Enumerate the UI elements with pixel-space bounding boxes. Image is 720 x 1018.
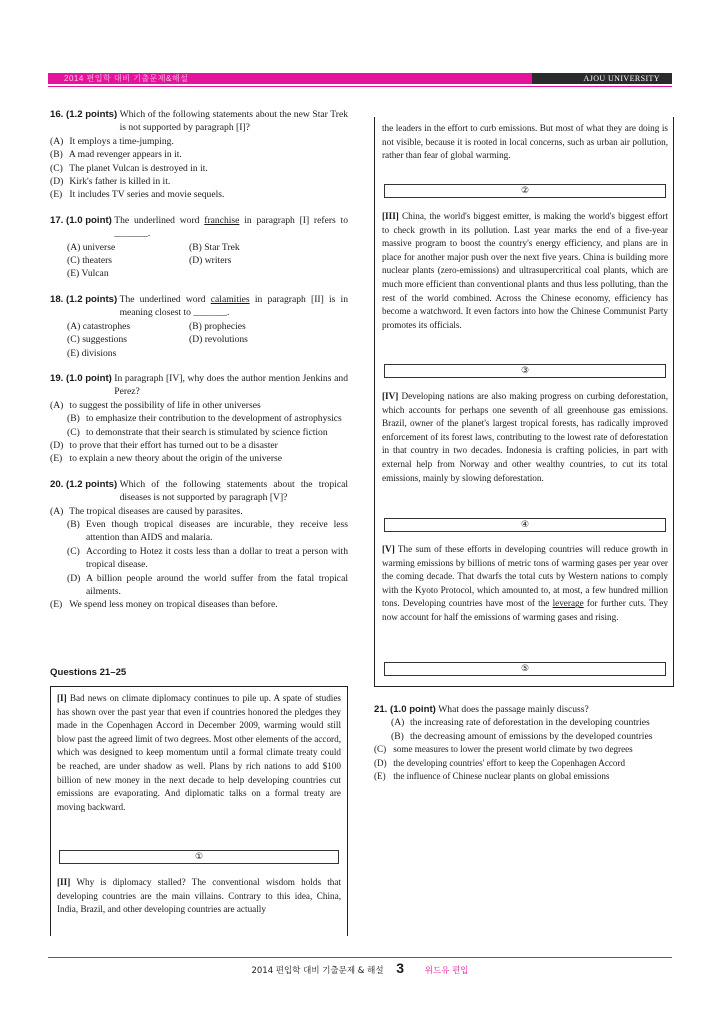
option-e: (E) to explain a new theory about the origin of the universe (50, 453, 283, 465)
option-c: (C) suggestions (67, 334, 127, 346)
left-column (50, 108, 348, 612)
question-16 (50, 108, 348, 202)
option-a: (A) The tropical diseases are caused by parasites. (50, 505, 243, 517)
underlined-word: franchise (204, 214, 240, 226)
question-stem: What does the passage mainly discuss? (438, 704, 589, 715)
option-row (50, 333, 348, 346)
passage-paragraph-4: [IV] Developing nations are also making progress on curbing deforestation, which accounts for perhaps one seventh of all greenhouse gas emissions. Brazil, owner of the planet's largest tropical forests, has radically improved enforcement of its forest laws, contributing to the lowest rate of deforestation in that country in two decades. Indonesia is crafting policies, in part with external help from Norway and other wealthy countries, to cut its total emissions, mainly by slowing deforestation. (382, 391, 669, 483)
question-stem: The underlined word calamities in paragraph [II] is in meaning closest to _______. (119, 293, 348, 319)
footer-book-title: 2014 편입학 대비 기출문제 & 해설 (251, 966, 384, 976)
option-b: (B) Star Trek (189, 241, 240, 253)
passage-paragraph-5: [V] The sum of these efforts in developing countries will reduce growth in warming emissions by billions of metric tons of warming gases per year over the coming decade. That dwarfs the total cuts by Western nations to comply with the Kyoto Protocol, which amounted to, at most, a few hundred million tons. Developing countries have most of the leverage for further cuts. They now account for half the emissions of warming gases and rising. (382, 544, 668, 622)
underlined-word: calamities (210, 293, 250, 305)
option-row (50, 254, 348, 267)
footer (0, 960, 720, 976)
option-e: (E) Vulcan (67, 268, 109, 280)
passage-paragraph-2-end: the leaders in the effort to curb emissions. But most of what they are doing is not visible, because it is rooted in local concerns, such as urban air pollution, rather than fear of global warming. (382, 123, 668, 161)
header-divider (48, 86, 672, 87)
question-number: 20. (1.2 points) (50, 478, 118, 490)
option-row (50, 267, 348, 280)
blank-1: ① (59, 850, 339, 864)
option-c: (C) to demonstrate that their search is stimulated by science fiction (67, 426, 328, 438)
blank-4: ④ (384, 518, 666, 532)
option-b: (B) the decreasing amount of emissions by the developed countries (391, 730, 653, 742)
question-18 (50, 293, 348, 360)
option-row (50, 347, 348, 360)
header-university: AJOU UNIVERSITY (532, 73, 672, 84)
option-a: (A) universe (67, 241, 116, 253)
page-number: 3 (396, 960, 405, 976)
option-row (50, 320, 348, 333)
header-book-title: 2014 편입학 대비 기출문제&해설 (48, 73, 532, 84)
option-b: (B) prophecies (189, 320, 246, 332)
passage-paragraph-2-start: [II] Why is diplomacy stalled? The conventional wisdom holds that developing countries are the main villains. Contrary to this idea, China, India, Brazil, and other developing countries are actually (57, 877, 341, 915)
passage-paragraph-1: [I] Bad news on climate diplomacy continues to pile up. A spate of studies has shown over the past year that even if countries honored the pledges they made in the Copenhagen Accord in December 2009, warming would still blow past the agreed limit of two degrees. Most other elements of the accord, which was designed to keep momentum until a formal climate treaty could be reached, are under shadow as well. Plans by rich nations to add $100 billion of new money in the next decade to help developing countries cut emissions are evaporating. And diplomatic talks on a formal treaty are moving backward. (57, 693, 342, 812)
question-stem: Which of the following statements about the tropical diseases is not supported by paragraph [V]? (119, 478, 348, 504)
option-c: (C) some measures to lower the present world climate by two degrees (374, 744, 633, 755)
option-c: (C) The planet Vulcan is destroyed in it. (50, 162, 208, 174)
option-b: (B) Even though tropical diseases are incurable, they receive less attention than AIDS and malaria. (67, 518, 348, 544)
option-c: (C) theaters (67, 255, 113, 267)
option-a: (A) It employs a time-jumping. (50, 135, 174, 147)
question-20 (50, 478, 348, 612)
question-number: 21. (1.0 point) (374, 704, 436, 715)
option-a: (A) to suggest the possibility of life in other universes (50, 399, 261, 411)
question-number: 18. (1.2 points) (50, 293, 118, 305)
option-c: (C) According to Hotez it costs less than a dollar to treat a person with tropical disease. (67, 545, 348, 571)
footer-divider (48, 957, 672, 958)
option-a: (A) the increasing rate of deforestation in the developing countries (391, 717, 650, 729)
question-number: 16. (1.2 points) (50, 109, 118, 120)
option-d: (D) the developing countries' effort to keep the Copenhagen Accord (374, 757, 626, 768)
option-e: (E) divisions (67, 347, 117, 359)
option-b: (B) to emphasize their contribution to the development of astrophysics (67, 413, 342, 425)
underlined-word: leverage (552, 598, 584, 609)
question-number: 19. (1.0 point) (50, 372, 112, 384)
blank-2: ② (384, 184, 666, 198)
questions-set-title: Questions 21–25 (50, 667, 127, 678)
option-d: (D) Kirk's father is killed in it. (50, 176, 171, 188)
question-19 (50, 372, 348, 466)
option-e: (E) We spend less money on tropical diseases than before. (50, 599, 278, 611)
option-a: (A) catastrophes (67, 320, 131, 332)
option-e: (E) the influence of Chinese nuclear plants on global emissions (374, 771, 610, 782)
option-row (50, 241, 348, 254)
passage-paragraph-3: [III] China, the world's biggest emitter, is making the world's biggest effort to check growth in its pollution. Last year marks the end of a five-year massive program to boost the country's energy efficiency, and plans are in place for another major push over the next five years. China is building more nuclear plants (zero-emissions) and ultrasupercritical coal plants, which are much more efficient than conventional plants and thus less polluting, than the rest of the world combined. Across the Chinese economy, efficiency has become a watchword. It even factors into how the Chinese Communist Party promotes its officials. (382, 211, 668, 330)
option-b: (B) A mad revenger appears in it. (50, 149, 182, 161)
question-number: 17. (1.0 point) (50, 214, 112, 226)
question-17 (50, 214, 348, 281)
option-e: (E) It includes TV series and movie sequels. (50, 189, 225, 201)
option-d: (D) A billion people around the world suffer from the fatal tropical ailments. (67, 572, 348, 597)
footer-brand: 위드유 편입 (424, 966, 469, 976)
question-stem: In paragraph [IV], why does the author mention Jenkins and Perez? (114, 372, 348, 398)
blank-3: ③ (384, 364, 666, 378)
option-d: (D) revolutions (189, 334, 248, 346)
question-21 (374, 703, 674, 783)
blank-5: ⑤ (384, 662, 666, 676)
option-d: (D) writers (189, 255, 232, 267)
option-d: (D) to prove that their effort has turned out to be a disaster (50, 439, 278, 451)
question-stem: Which of the following statements about the new Star Trek is not supported by paragraph [I]? (119, 109, 348, 134)
question-stem: The underlined word franchise in paragraph [I] refers to _______. (114, 214, 349, 240)
